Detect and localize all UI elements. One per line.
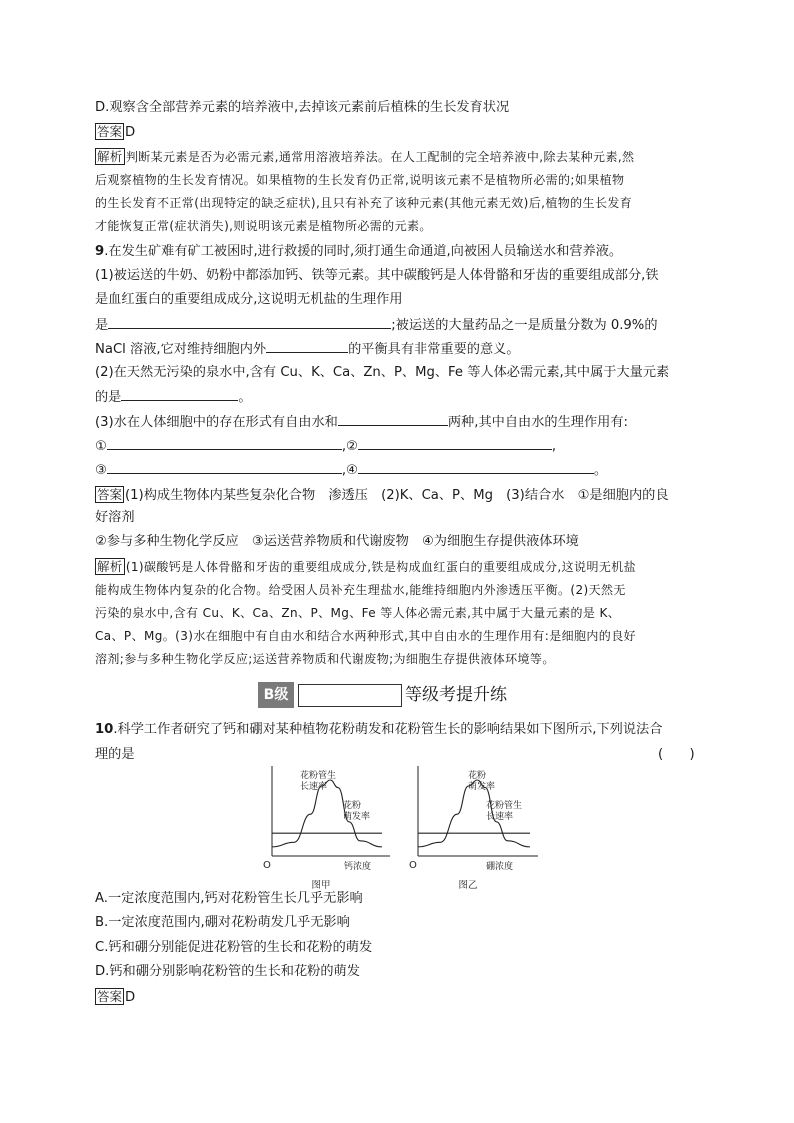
q8-analysis-line-4: 才能恢复正常(症状消失),则说明该元素是植物所必需的元素。 xyxy=(95,219,432,233)
q10-stem-line1 xyxy=(95,721,662,739)
circle-4: ④ xyxy=(346,463,358,478)
analysis-tag: 解析 xyxy=(97,559,123,574)
q8-analysis-line-2: 后观察植物的生长发育情况。如果植物的生长发育仍正常,说明该元素不是植物所必需的;如果植物 xyxy=(95,173,625,187)
chart-title: 图乙 xyxy=(458,880,478,891)
answer-tag: 答案 xyxy=(97,487,123,502)
section-b-box xyxy=(298,684,402,707)
fill-blank[interactable] xyxy=(108,316,391,329)
q10-option-a[interactable]: A.一定浓度范围内,钙对花粉管生长几乎无影响 xyxy=(95,891,363,906)
period: 。 xyxy=(593,463,608,478)
q9-p1-line3 xyxy=(95,316,658,335)
series-label: 花粉管生 xyxy=(486,801,523,811)
q9-p2-line2 xyxy=(95,388,252,407)
fill-blank[interactable] xyxy=(266,340,348,353)
q9-p2-line1: (2)在天然无污染的泉水中,含有 Cu、K、Ca、Zn、P、Mg、Fe 等人体必需元素,其中属于大量元素 xyxy=(95,365,670,380)
q8-option-d: D.观察含全部营养元素的培养液中,去掉该元素前后植株的生长发育状况 xyxy=(95,100,510,115)
q9-answer-line2: 好溶剂 xyxy=(95,510,135,525)
answer-tag: 答案 xyxy=(97,989,123,1004)
chart-title: 图甲 xyxy=(311,880,331,891)
q10-stem-line2: 理的是 xyxy=(95,747,135,762)
text: 。 xyxy=(238,390,252,405)
q10-number: 10 xyxy=(95,722,114,737)
text: (3)水在人体细胞中的存在形式有自由水和 xyxy=(95,415,338,430)
q9-p3-line1 xyxy=(95,413,628,432)
series-label: 萌发率 xyxy=(343,812,371,822)
q8-analysis-line-1 xyxy=(95,148,634,166)
analysis-text: 判断某元素是否为必需元素,通常用溶液培养法。在人工配制的完全培养液中,除去某种元素,然 xyxy=(125,150,635,164)
circle-1: ① xyxy=(95,439,107,454)
series-label: 花粉管生 xyxy=(300,771,337,781)
text: 两种,其中自由水的生理作用有: xyxy=(447,415,628,430)
q9-analysis-line4: Ca、P、Mg。(3)水在细胞中有自由水和结合水两种形式,其中自由水的生理作用有:是细胞内的良好 xyxy=(95,629,636,643)
q10-option-d[interactable]: D.钙和硼分别影响花粉管的生长和花粉的萌发 xyxy=(95,964,360,979)
q10-option-b[interactable]: B.一定浓度范围内,硼对花粉萌发几乎无影响 xyxy=(95,915,350,930)
answer-tag: 答案 xyxy=(97,124,123,139)
q9-analysis-line5: 溶剂;参与多种生物化学反应;运送营养物质和代谢废物;为细胞生存提供液体环境等。 xyxy=(95,652,555,666)
series-label: 花粉 xyxy=(468,771,487,781)
q9-p1-line1: (1)被运送的牛奶、奶粉中都添加钙、铁等元素。其中碳酸钙是人体骨骼和牙齿的重要组成部分,铁 xyxy=(95,268,659,283)
comma: , xyxy=(341,463,347,478)
series-label: 花粉 xyxy=(343,801,362,811)
q10-option-c[interactable]: C.钙和硼分别能促进花粉管的生长和花粉的萌发 xyxy=(95,940,373,955)
fill-blank[interactable] xyxy=(338,413,448,426)
q9-analysis-line3: 污染的泉水中,含有 Cu、K、Ca、Zn、P、Mg、Fe 等人体必需元素,其中属于大量元素的是 K、 xyxy=(95,606,621,620)
series-label: 长速率 xyxy=(486,812,514,822)
analysis-text: (1)碳酸钙是人体骨骼和牙齿的重要组成成分,铁是构成血红蛋白的重要组成成分,这说明无机盐 xyxy=(125,560,637,574)
q9-analysis-line2: 能构成生物体内复杂的化合物。给受困人员补充生理盐水,能维持细胞内外渗透压平衡。(2)天然无 xyxy=(95,583,626,597)
section-b-label: B级 xyxy=(258,682,294,708)
origin-label: O xyxy=(409,860,417,871)
text: 的平衡具有非常重要的意义。 xyxy=(348,342,520,357)
q10-answer-row xyxy=(95,988,135,1007)
q10-answer-paren: ( ) xyxy=(658,747,695,762)
q9-stem xyxy=(95,243,622,261)
answer-text: (1)构成生物体内某些复杂化合物 渗透压 (2)K、Ca、P、Mg (3)结合水 ①是细胞内的良 xyxy=(125,488,669,503)
x-axis-label: 硼浓度 xyxy=(486,862,514,872)
fill-blank[interactable] xyxy=(107,437,342,450)
q10-stem-text: .科学工作者研究了钙和硼对某种植物花粉萌发和花粉管生长的影响结果如下图所示,下列说法合 xyxy=(113,722,663,737)
q8-answer-row xyxy=(95,123,135,142)
text: ;被运送的大量药品之一是质量分数为 0.9%的 xyxy=(391,318,658,333)
comma: , xyxy=(341,439,347,454)
analysis-tag: 解析 xyxy=(97,149,123,164)
circle-3: ③ xyxy=(95,463,107,478)
series-label: 长速率 xyxy=(300,782,328,792)
q9-number: 9 xyxy=(95,244,105,259)
text: NaCl 溶液,它对维持细胞内外 xyxy=(95,342,267,357)
q9-p1-line2: 是血红蛋白的重要组成成分,这说明无机盐的生理作用 xyxy=(95,292,403,307)
fill-blank[interactable] xyxy=(358,461,594,474)
q9-answer-line1 xyxy=(95,486,669,505)
comma: , xyxy=(551,439,557,454)
q9-p3-blanks-1 xyxy=(95,437,556,456)
fill-blank[interactable] xyxy=(107,461,342,474)
origin-label: O xyxy=(263,860,271,871)
q9-stem-text: .在发生矿难有矿工被困时,进行救援的同时,须打通生命通道,向被困人员输送水和营养液。 xyxy=(104,244,623,259)
text: 是 xyxy=(95,318,109,333)
series-label: 萌发率 xyxy=(468,782,496,792)
q9-answer-line3: ②参与多种生物化学反应 ③运送营养物质和代谢废物 ④为细胞生存提供液体环境 xyxy=(95,534,579,549)
circle-2: ② xyxy=(346,439,358,454)
q9-analysis-line1 xyxy=(95,558,636,576)
x-axis-label: 钙浓度 xyxy=(344,862,372,872)
q9-p3-blanks-2 xyxy=(95,461,607,480)
section-b-title: 等级考提升练 xyxy=(405,685,507,705)
q8-answer: D xyxy=(125,125,136,140)
fill-blank[interactable] xyxy=(358,437,552,450)
q10-answer: D xyxy=(125,990,136,1005)
q8-analysis-line-3: 的生长发育不正常(出现特定的缺乏症状),且只有补充了该种元素(其他元素无效)后,植物的生长发育 xyxy=(95,196,633,210)
fill-blank[interactable] xyxy=(121,388,238,401)
text: 的是 xyxy=(95,390,122,405)
q10-figures xyxy=(0,764,794,894)
q9-p1-line4 xyxy=(95,340,520,359)
